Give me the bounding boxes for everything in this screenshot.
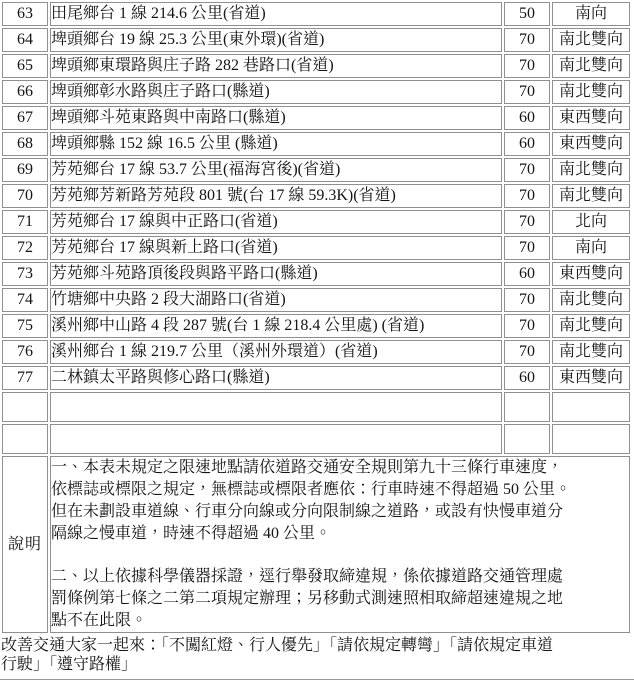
table-row — [2, 54, 630, 78]
speed-limit-cell: 70 — [504, 210, 550, 234]
footer-line: 行駛」「遵守路權」 — [1, 656, 138, 673]
note-line: 罰條例第七條之二第二項規定辦理；另移動式測速照相取締超速違規之地 — [51, 590, 564, 607]
speed-limit-cell: 70 — [504, 314, 550, 338]
table-row — [2, 2, 630, 26]
speed-limit-cell — [504, 392, 550, 422]
direction-cell: 南北雙向 — [552, 28, 630, 52]
speed-limit-cell: 70 — [504, 158, 550, 182]
note-content-cell — [50, 456, 630, 633]
speed-limit-cell: 60 — [504, 106, 550, 130]
note-paragraph — [51, 566, 629, 632]
location-cell: 二林鎮太平路與修心路口(縣道) — [50, 366, 502, 390]
direction-cell: 南北雙向 — [552, 54, 630, 78]
speed-limit-cell: 50 — [504, 2, 550, 26]
location-cell — [50, 392, 502, 422]
table-row — [2, 340, 630, 364]
row-number-cell: 69 — [2, 158, 48, 182]
location-cell: 溪州鄉中山路 4 段 287 號(台 1 線 218.4 公里處) (省道) — [50, 314, 502, 338]
location-cell: 埤頭鄉台 19 線 25.3 公里(東外環)(省道) — [50, 28, 502, 52]
note-line: 隔線之慢車道，時速不得超過 40 公里。 — [51, 525, 332, 542]
location-cell: 埤頭鄉彰水路與庄子路口(縣道) — [50, 80, 502, 104]
row-number-cell: 73 — [2, 262, 48, 286]
note-row — [2, 456, 630, 633]
table-row — [2, 28, 630, 52]
speed-limit-cell: 60 — [504, 366, 550, 390]
row-number-cell: 64 — [2, 28, 48, 52]
direction-cell: 南北雙向 — [552, 158, 630, 182]
direction-cell — [552, 424, 630, 454]
row-number-cell: 76 — [2, 340, 48, 364]
direction-cell: 東西雙向 — [552, 262, 630, 286]
speed-limit-cell — [504, 424, 550, 454]
row-number-cell: 65 — [2, 54, 48, 78]
location-cell: 埤頭鄉縣 152 線 16.5 公里 (縣道) — [50, 132, 502, 156]
location-cell: 芳苑鄉芳新路芳苑段 801 號(台 17 線 59.3K)(省道) — [50, 184, 502, 208]
location-cell: 竹塘鄉中央路 2 段大湖路口(省道) — [50, 288, 502, 312]
table-row — [2, 288, 630, 312]
speed-limit-cell: 70 — [504, 184, 550, 208]
location-cell: 埤頭鄉斗苑東路與中南路口(縣道) — [50, 106, 502, 130]
direction-cell: 南北雙向 — [552, 314, 630, 338]
direction-cell: 南北雙向 — [552, 340, 630, 364]
speed-limit-cell: 70 — [504, 340, 550, 364]
empty-table-row — [2, 392, 630, 422]
location-cell: 田尾鄉台 1 線 214.6 公里(省道) — [50, 2, 502, 26]
direction-cell: 北向 — [552, 210, 630, 234]
direction-cell: 南北雙向 — [552, 80, 630, 104]
direction-cell: 東西雙向 — [552, 132, 630, 156]
direction-cell: 南北雙向 — [552, 184, 630, 208]
direction-cell: 南向 — [552, 236, 630, 260]
note-paragraph — [51, 457, 629, 545]
note-label-cell: 說明 — [2, 456, 48, 633]
table-row — [2, 210, 630, 234]
row-number-cell: 67 — [2, 106, 48, 130]
direction-cell: 南向 — [552, 2, 630, 26]
row-number-cell — [2, 392, 48, 422]
location-cell: 溪州鄉台 1 線 219.7 公里（溪州外環道）(省道) — [50, 340, 502, 364]
row-number-cell: 70 — [2, 184, 48, 208]
footer-slogan — [0, 635, 634, 674]
row-number-cell: 71 — [2, 210, 48, 234]
row-number-cell: 63 — [2, 2, 48, 26]
speed-limit-cell: 70 — [504, 288, 550, 312]
note-line: 二、以上依據科學儀器採證，逕行舉發取締違規，係依據道路交通管理處 — [51, 568, 564, 585]
row-number-cell: 72 — [2, 236, 48, 260]
table-row — [2, 236, 630, 260]
location-cell: 芳苑鄉台 17 線 53.7 公里(福海宮後)(省道) — [50, 158, 502, 182]
direction-cell: 南北雙向 — [552, 288, 630, 312]
row-number-cell: 77 — [2, 366, 48, 390]
location-cell: 芳苑鄉台 17 線與新上路口(省道) — [50, 236, 502, 260]
note-line: 但在未劃設車道線、行車分向線或分向限制線之道路，或設有快慢車道分 — [51, 503, 564, 520]
speed-limit-cell: 60 — [504, 132, 550, 156]
location-cell: 芳苑鄉斗苑路頂後段與路平路口(縣道) — [50, 262, 502, 286]
direction-cell: 東西雙向 — [552, 106, 630, 130]
bottom-divider — [0, 679, 634, 680]
table-row — [2, 184, 630, 208]
row-number-cell: 66 — [2, 80, 48, 104]
table-row — [2, 366, 630, 390]
location-cell: 埤頭鄉東環路與庄子路 282 巷路口(省道) — [50, 54, 502, 78]
row-number-cell — [2, 424, 48, 454]
row-number-cell: 68 — [2, 132, 48, 156]
speed-limit-cell: 70 — [504, 28, 550, 52]
speed-limit-cell: 70 — [504, 80, 550, 104]
table-row — [2, 80, 630, 104]
note-line: 依標誌或標限之規定，無標誌或標限者應依：行車時速不得超過 50 公里。 — [51, 481, 572, 498]
location-cell — [50, 424, 502, 454]
note-line: 一、本表未規定之限速地點請依道路交通安全規則第九十三條行車速度， — [51, 459, 564, 476]
speed-limit-cell: 70 — [504, 54, 550, 78]
table-row — [2, 158, 630, 182]
speed-limit-cell: 70 — [504, 236, 550, 260]
footer-line: 改善交通大家一起來：「不闖紅燈、行人優先」「請依規定轉彎」「請依規定車道 — [1, 637, 554, 654]
table-row — [2, 262, 630, 286]
direction-cell: 東西雙向 — [552, 366, 630, 390]
location-cell: 芳苑鄉台 17 線與中正路口(省道) — [50, 210, 502, 234]
direction-cell — [552, 392, 630, 422]
speed-table-body — [2, 2, 630, 633]
table-row — [2, 314, 630, 338]
table-row — [2, 106, 630, 130]
empty-table-row — [2, 424, 630, 454]
row-number-cell: 74 — [2, 288, 48, 312]
note-line: 點不在此限。 — [51, 612, 148, 629]
row-number-cell: 75 — [2, 314, 48, 338]
table-row — [2, 132, 630, 156]
speed-limit-cell: 60 — [504, 262, 550, 286]
